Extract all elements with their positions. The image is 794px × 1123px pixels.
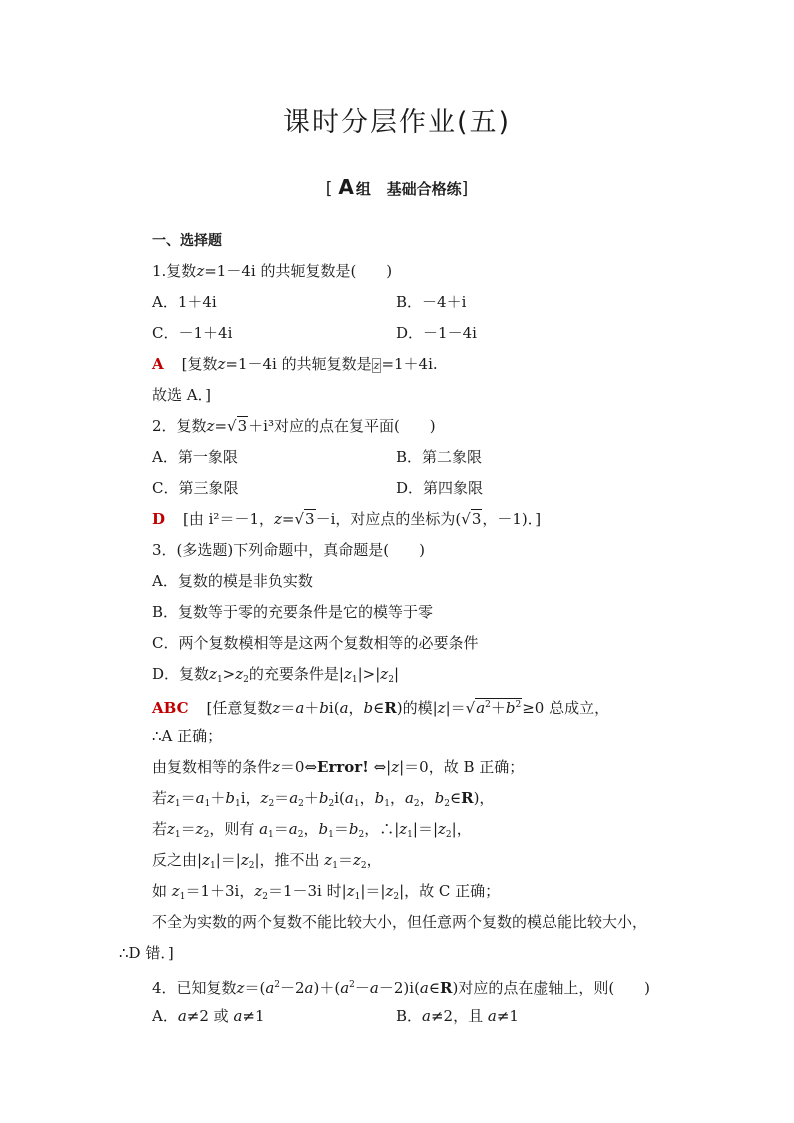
q4-option-a: A．a≠2 或 a≠1 [152,1007,265,1025]
q3-exp-line4: 若$z_1=a_1+b_1i$，$z_2=a_2+b_2i(a_1$，$b_1$，$a_2$，$b_2\in R$)， [152,789,495,809]
q2-option-c: C．第三象限 [152,479,239,497]
q3-option-c: C．两个复数模相等是这两个复数相等的必要条件 [152,634,479,652]
z-conjugate-symbol: z [373,359,380,372]
q1-option-a: A．1＋4i [152,293,217,311]
group-heading: [ A 组 基础合格练] [325,175,469,199]
q2-stem: 2．复数z=√3＋i³对应的点在复平面( ) [152,417,436,435]
q3-option-b: B．复数等于零的充要条件是它的模等于零 [152,603,434,621]
q1-stem: 1.复数z=1－4i 的共轭复数是( ) [152,262,393,280]
q3-exp-line8: 不全为实数的两个复数不能比较大小，但任意两个复数的模总能比较大小， [152,913,648,931]
q1-option-b: B．－4＋i [396,293,467,311]
q3-option-d: D．复数$z_1>z_2$的充要条件是$|z_1|>|z_2|$ [152,665,399,685]
q4-option-b: B．a≠2，且 a≠1 [396,1007,519,1025]
q3-answer: ABC [任意复数z＝a＋bi(a，b∈R)的模$|z|=√a^2+b^2\ge 0$ 总成立， [152,699,610,717]
q1-option-c: C．－1＋4i [152,324,233,342]
section-heading: 一、选择题 [152,233,222,249]
group-letter: A [338,175,354,199]
q3-exp-line5: 若$z_1=z_2$，则有 $a_1=a_2$，$b_1=b_2$，$\therefore|z_1|=|z_2|$， [152,820,472,840]
q3-exp-line6: 反之由$|z_1|=|z_2|$，推不出 $z_1=z_2$， [152,851,382,871]
q1-option-d: D．－1－4i [396,324,477,342]
q2-answer: D [由 i²＝－1，z=√3－i，对应点的坐标为(√3，－1)．] [152,510,542,528]
q2-option-b: B．第二象限 [396,448,483,466]
q3-exp-line2: ∴A 正确； [152,727,223,745]
q3-option-a: A．复数的模是非负实数 [152,572,313,590]
q1-answer-end: 故选 A．] [152,386,211,404]
q3-exp-line9: ∴D 错．] [119,944,174,962]
q4-stem: 4．已知复数$z=(a^2-2a)+(a^2-a-2)i(a\in R)$对应的点在虚轴上，则( ) [152,979,651,997]
group-name: 基础合格练 [386,180,462,198]
q2-option-d: D．第四象限 [396,479,484,497]
q3-stem: 3．(多选题)下列命题中，真命题是( ) [152,541,425,559]
q3-exp-line3: 由复数相等的条件z＝0⇔Error! ⇔|z|＝0，故 B 正确； [152,758,525,776]
q1-answer: A [复数z=1－4i 的共轭复数是 z =1＋4i. [152,355,438,373]
q2-option-a: A．第一象限 [152,448,238,466]
page-title: 课时分层作业(五) [282,107,512,138]
group-suffix: 组 [355,180,371,198]
q3-exp-line7: 如 $z_1=1+3i$，$z_2=1-3i$ 时$|z_1|=|z_2|$，故 C 正确； [152,882,501,902]
